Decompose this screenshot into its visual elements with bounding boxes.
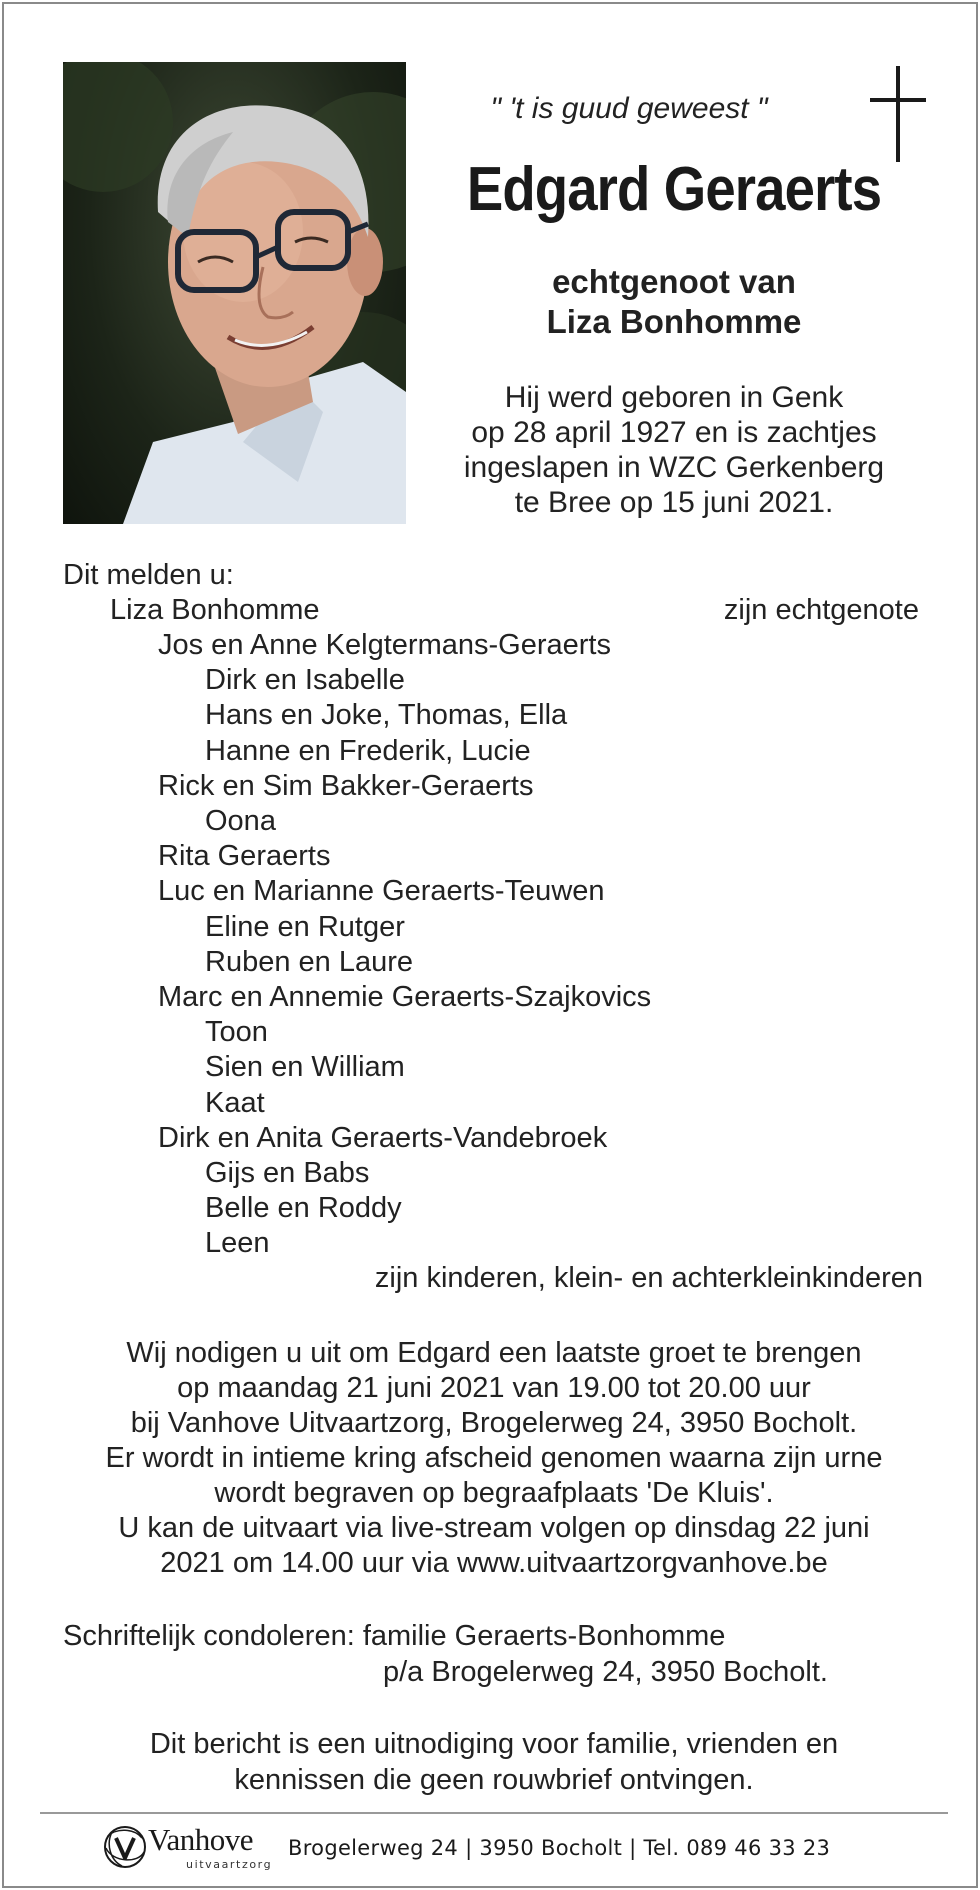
notice-line: kennissen die geen rouwbrief ontvingen. [234, 1764, 754, 1796]
contact-info: Brogelerweg 24 | 3950 Bocholt | Tel. 089 46 33 23 [288, 1836, 831, 1860]
cross-icon [868, 64, 928, 164]
family-member: Jos en Anne Kelgtermans-Geraerts [158, 629, 611, 661]
invitation-text [44, 1336, 944, 1581]
biography [434, 380, 914, 520]
bio-line: te Bree op 15 juni 2021. [514, 486, 834, 519]
family-member: Oona [205, 805, 276, 837]
logo-subtitle: uitvaartzorg [186, 1858, 273, 1871]
invitation-line: bij Vanhove Uitvaartzorg, Brogelerweg 24, 3950 Bocholt. [130, 1407, 858, 1439]
family-intro: Dit melden u: [63, 559, 234, 591]
spouse-name: Liza Bonhomme [110, 594, 320, 626]
bio-line: ingeslapen in WZC Gerkenberg [463, 451, 885, 484]
bio-line: Hij werd geboren in Genk [504, 381, 844, 414]
family-member: Leen [205, 1227, 270, 1259]
family-member: Eline en Rutger [205, 911, 405, 943]
spouse-row [110, 592, 923, 628]
spouse-line-2: Liza Bonhomme [546, 303, 802, 340]
family-member: Hanne en Frederik, Lucie [205, 735, 531, 767]
family-member: Belle en Roddy [205, 1192, 402, 1224]
family-member: Sien en William [205, 1051, 405, 1083]
family-member: Dirk en Isabelle [205, 664, 405, 696]
family-member: Marc en Annemie Geraerts-Szajkovics [158, 981, 652, 1013]
family-member: Kaat [205, 1087, 265, 1119]
deceased-name: Edgard Geraerts [466, 155, 882, 224]
notice-text [44, 1726, 944, 1798]
condolence-line-2: p/a Brogelerweg 24, 3950 Bocholt. [383, 1656, 828, 1688]
notice-line: Dit bericht is een uitnodiging voor familie, vrienden en [149, 1728, 839, 1760]
family-member: Gijs en Babs [205, 1157, 370, 1189]
family-member: Dirk en Anita Geraerts-Vandebroek [158, 1122, 608, 1154]
vanhove-logo-icon [102, 1824, 148, 1870]
invitation-line: wordt begraven op begraafplaats 'De Kluis'. [214, 1477, 774, 1509]
bio-line: op 28 april 1927 en is zachtjes [471, 416, 877, 449]
obituary-card [2, 2, 978, 1888]
logo-name: Vanhove [148, 1822, 253, 1857]
invitation-line: Wij nodigen u uit om Edgard een laatste groet te brengen [126, 1337, 862, 1369]
family-member: Rita Geraerts [158, 840, 331, 872]
portrait-photo [63, 62, 406, 524]
spouse-relation: zijn echtgenote [723, 594, 919, 626]
condolence-line-1: Schriftelijk condoleren: familie Geraerts-Bonhomme [63, 1620, 726, 1652]
footer [102, 1820, 882, 1874]
invitation-line: 2021 om 14.00 uur via www.uitvaartzorgvanhove.be [160, 1547, 828, 1579]
family-member: Ruben en Laure [205, 946, 413, 978]
invitation-line: Er wordt in intieme kring afscheid genomen waarna zijn urne [105, 1442, 883, 1474]
family-member: Rick en Sim Bakker-Geraerts [158, 770, 534, 802]
family-member: Hans en Joke, Thomas, Ella [205, 699, 568, 731]
condolence-address [63, 1618, 923, 1690]
spouse-line-1: echtgenoot van [552, 263, 796, 300]
spouse-heading [434, 262, 914, 342]
family-member: Toon [205, 1016, 268, 1048]
family-closing: zijn kinderen, klein- en achterkleinkinderen [374, 1262, 923, 1294]
family-member: Luc en Marianne Geraerts-Teuwen [158, 875, 605, 907]
footer-divider [40, 1812, 948, 1814]
invitation-line: op maandag 21 juni 2021 van 19.00 tot 20.00 uur [177, 1372, 811, 1404]
epitaph-quote: " 't is guud geweest " [490, 92, 768, 125]
invitation-line: U kan de uitvaart via live-stream volgen op dinsdag 22 juni [118, 1512, 870, 1544]
